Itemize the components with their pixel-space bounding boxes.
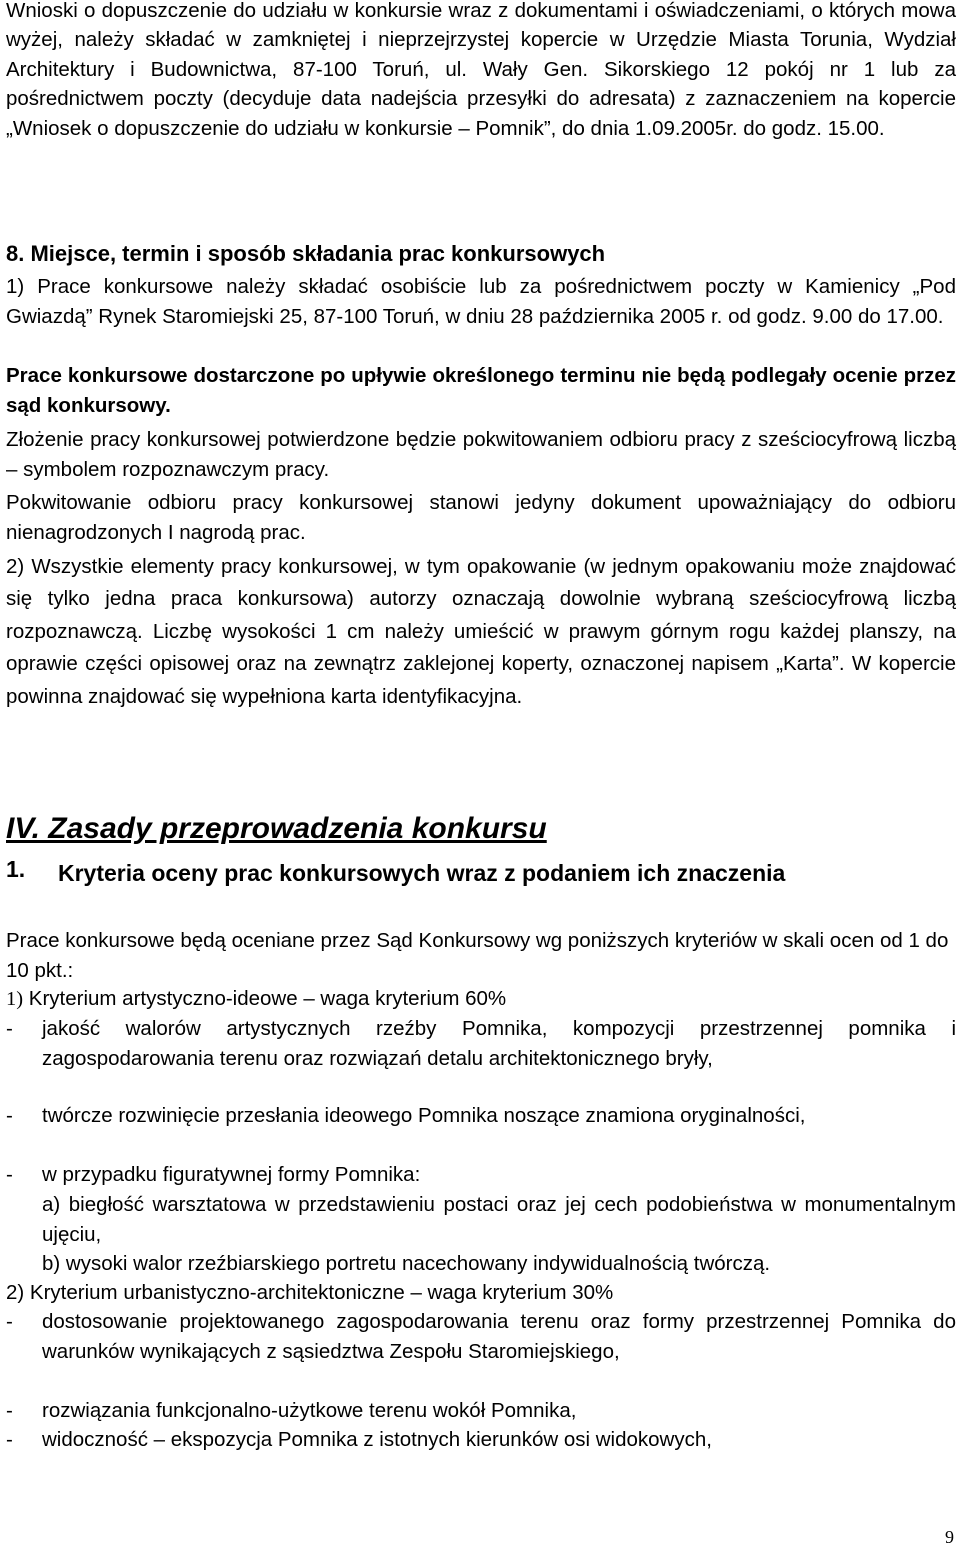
criterion-2-item-text: widoczność – ekspozycja Pomnika z istotnych kierunków osi widokowych,	[42, 1428, 712, 1451]
point-8-receipt-document-paragraph: Pokwitowanie odbioru pracy konkursowej stanowi jedyny dokument upoważniający do odbioru nienagrodzonych I nagrodą prac.	[6, 491, 956, 544]
bullet-dash: -	[6, 1310, 13, 1333]
point-8-late-submission-note: Prace konkursowe dostarczone po upływie określonego terminu nie będą podlegały ocenie przez sąd konkursowy.	[6, 364, 956, 417]
criterion-1-item-text: w przypadku figuratywnej formy Pomnika:	[42, 1163, 421, 1186]
subitem-a-text: a) biegłość warsztatowa w przedstawieniu postaci oraz jej cech podobieństwa w monumentalnym ujęciu,	[42, 1193, 956, 1246]
point-8-paragraph-1: 1) Prace konkursowe należy składać osobiście lub za pośrednictwem poczty w Kamienicy „Pod Gwiazdą” Rynek Staromiejski 25, 87-100 Toruń, w dniu 28 października 2005 r. od godz. 9.00 do 17.00.	[6, 275, 956, 328]
criteria-intro: Prace konkursowe będą oceniane przez Sąd Konkursowy wg poniższych kryteriów w skali ocen od 1 do 10 pkt.:	[6, 929, 949, 982]
point-8-heading: 8. Miejsce, termin i sposób składania prac konkursowych	[6, 241, 606, 266]
bullet-dash: -	[6, 1104, 13, 1127]
criterion-2-item-text: rozwiązania funkcjonalno-użytkowe terenu wokół Pomnika,	[42, 1399, 577, 1422]
criterion-2-heading: 2) Kryterium urbanistyczno-architektoniczne – waga kryterium 30%	[6, 1281, 614, 1304]
page-number: 9	[945, 1527, 954, 1547]
bullet-dash: -	[6, 1399, 13, 1422]
point-8-marking-paragraph: 2) Wszystkie elementy pracy konkursowej, w tym opakowanie (w jednym opakowaniu może znajdować się tylko jedna praca konkursowa) autorzy oznaczają dowolnie wybraną sześciocyfrową liczbą rozpoznawczą. Liczbę wysokości 1 cm należy umieścić w prawym górnym rogu każdej planszy, na oprawie części opisowej oraz na zewnątrz zaklejonej koperty, oznaczonej napisem „Karta”. W kopercie powinna znajdować się wypełniona karta identyfikacyjna.	[6, 555, 956, 708]
criterion-1-number: 1)	[6, 988, 24, 1010]
bullet-dash: -	[6, 1428, 13, 1451]
subitem-b-text: b) wysoki walor rzeźbiarskiego portretu nacechowany indywidualnością twórczą.	[42, 1252, 771, 1275]
criterion-2-item-text: dostosowanie projektowanego zagospodarowania terenu oraz formy przestrzennej Pomnika do warunków wynikających z sąsiedztwa Zespołu Staromiejskiego,	[42, 1310, 956, 1363]
criterion-2-item	[6, 1396, 956, 1426]
criterion-1-heading	[6, 984, 956, 1015]
criterion-2-item	[6, 1307, 956, 1366]
criterion-1-item-text: twórcze rozwinięcie przesłania ideowego Pomnika noszące znamiona oryginalności,	[42, 1104, 806, 1127]
criterion-1-item	[6, 1014, 956, 1073]
criterion-1-item	[6, 1160, 956, 1190]
submission-paragraph: Wnioski o dopuszczenie do udziału w konkursie wraz z dokumentami i oświadczeniami, o których mowa wyżej, należy składać w zamkniętej i nieprzejrzystej kopercie w Urzędzie Miasta Torunia, Wydział Architektury i Budownictwa, 87-100 Toruń, ul. Wały Gen. Sikorskiego 12 pokój nr 1 lub za pośrednictwem poczty (decyduje data nadejścia przesyłki do adresata) z zaznaczeniem na kopercie „Wniosek o dopuszczenie do udziału w konkursie – Pomnik”, do dnia 1.09.2005r. do godz. 15.00.	[6, 0, 956, 140]
criterion-2-item	[6, 1425, 956, 1455]
criterion-1-subitem-b	[6, 1249, 956, 1279]
bullet-dash: -	[6, 1017, 13, 1040]
subsection-number: 1.	[6, 856, 26, 882]
bullet-dash: -	[6, 1163, 13, 1186]
criterion-1-item-text: jakość walorów artystycznych rzeźby Pomnika, kompozycji przestrzennej pomnika i zagospodarowania terenu oraz rozwiązań detalu architektonicznego bryły,	[42, 1017, 956, 1070]
point-8-receipt-paragraph: Złożenie pracy konkursowej potwierdzone będzie pokwitowaniem odbioru pracy z sześciocyfrową liczbą – symbolem rozpoznawczym pracy.	[6, 428, 956, 481]
subsection-title: Kryteria oceny prac konkursowych wraz z podaniem ich znaczenia	[58, 860, 786, 886]
section-iv-title: IV. Zasady przeprowadzenia konkursu	[6, 812, 547, 845]
criterion-1-label: Kryterium artystyczno-ideowe – waga kryterium 60%	[23, 987, 507, 1010]
criterion-1-item	[6, 1101, 956, 1131]
criterion-1-subitem-a	[6, 1190, 956, 1249]
